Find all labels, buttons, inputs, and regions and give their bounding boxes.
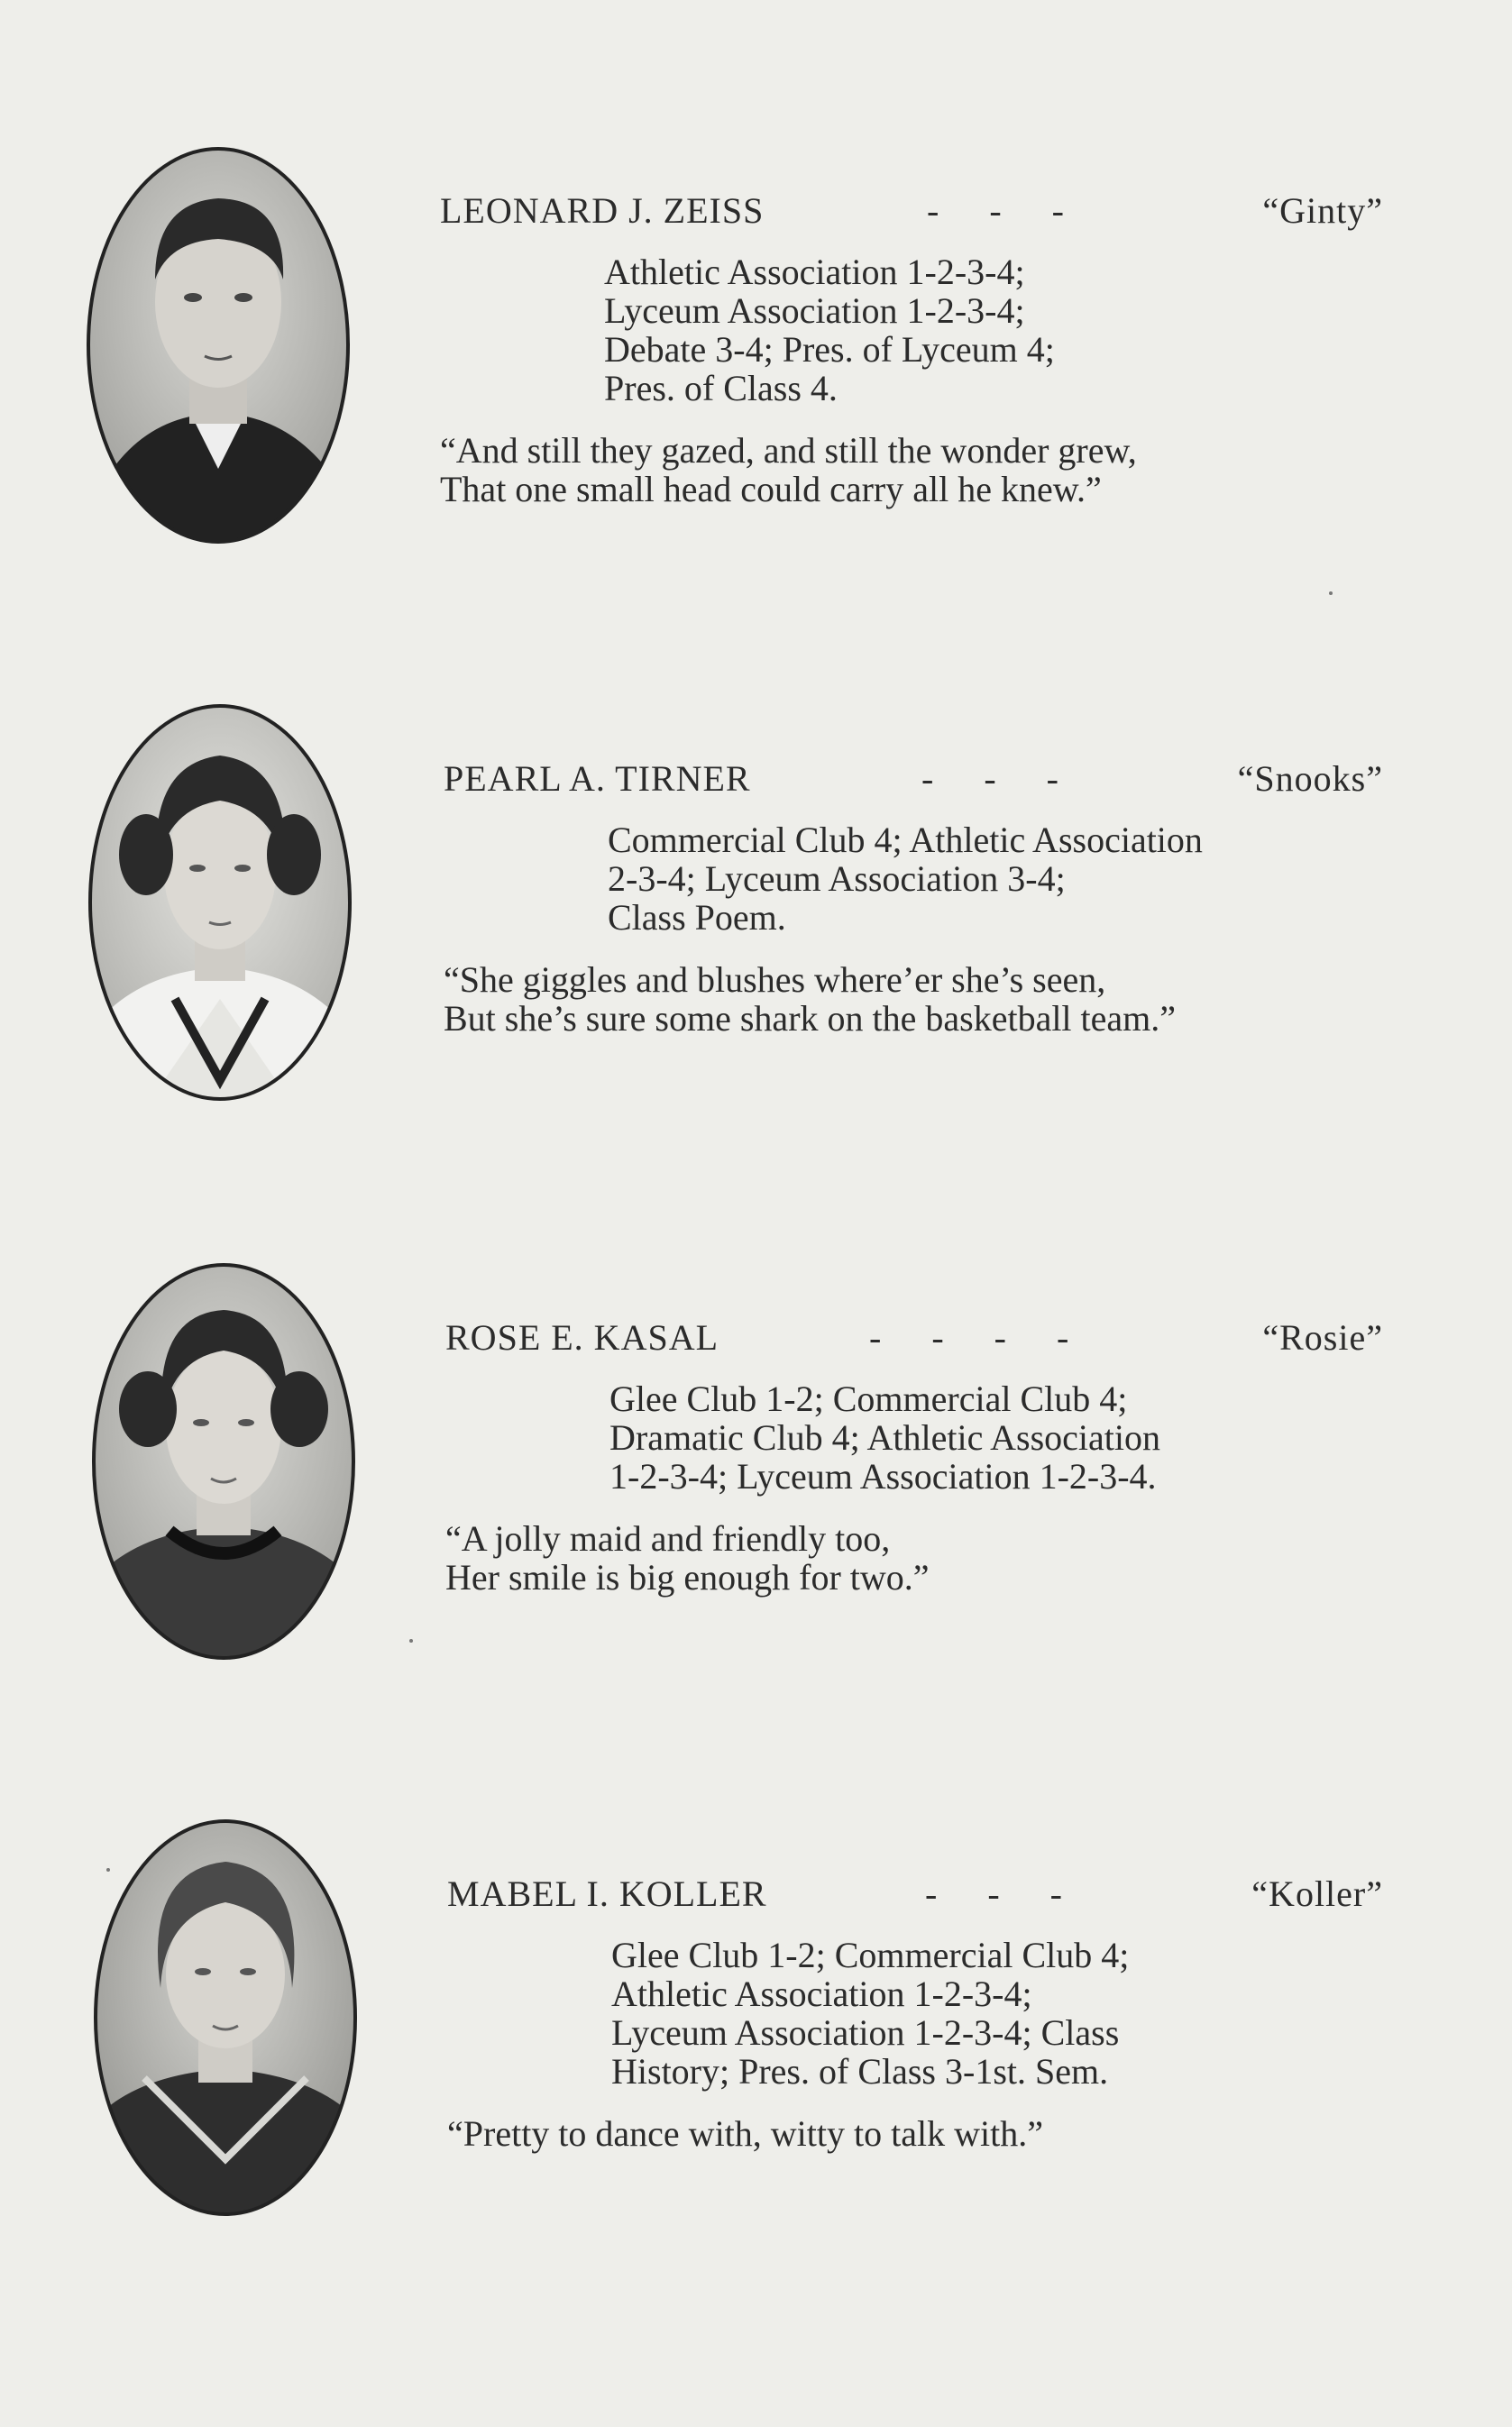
student-nickname: “Koller” xyxy=(1251,1873,1383,1914)
activity-line: Dramatic Club 4; Athletic Association xyxy=(609,1417,1161,1458)
student-quote xyxy=(440,431,1414,508)
student-quote xyxy=(445,1519,1419,1597)
separator-dashes: - - - xyxy=(925,1873,1063,1914)
print-speck xyxy=(106,1868,110,1872)
activities-list xyxy=(611,1936,1421,2091)
activity-line: Lyceum Association 1-2-3-4; Class xyxy=(611,2012,1120,2053)
quote-line: Her smile is big enough for two.” xyxy=(445,1557,930,1598)
print-speck xyxy=(1329,591,1333,595)
student-nickname: “Rosie” xyxy=(1262,1317,1383,1358)
activity-line: Glee Club 1-2; Commercial Club 4; xyxy=(609,1378,1128,1419)
student-nickname: “Ginty” xyxy=(1262,190,1383,231)
activity-line: Class Poem. xyxy=(608,897,786,938)
entry-text xyxy=(445,1316,1419,1597)
separator-dashes: - - - xyxy=(927,190,1065,231)
activity-line: Commercial Club 4; Athletic Association xyxy=(608,820,1203,860)
entry-text xyxy=(440,189,1414,508)
quote-line: That one small head could carry all he knew.” xyxy=(440,469,1102,509)
activity-line: Glee Club 1-2; Commercial Club 4; xyxy=(611,1935,1130,1975)
quote-line: But she’s sure some shark on the basketball team.” xyxy=(444,998,1177,1039)
activity-line: Pres. of Class 4. xyxy=(604,368,838,408)
activity-line: Athletic Association 1-2-3-4; xyxy=(611,1974,1032,2014)
quote-line: “A jolly maid and friendly too, xyxy=(445,1518,891,1559)
activity-line: 2-3-4; Lyceum Association 3-4; xyxy=(608,858,1066,899)
portrait-photo xyxy=(85,701,355,1104)
activity-line: Lyceum Association 1-2-3-4; xyxy=(604,290,1025,331)
portrait-oval-female xyxy=(88,1260,359,1662)
activity-line: 1-2-3-4; Lyceum Association 1-2-3-4. xyxy=(609,1456,1157,1497)
activity-line: History; Pres. of Class 3-1st. Sem. xyxy=(611,2051,1109,2092)
name-line xyxy=(444,757,1417,804)
activity-line: Debate 3-4; Pres. of Lyceum 4; xyxy=(604,329,1055,370)
name-line xyxy=(440,189,1414,236)
student-nickname: “Snooks” xyxy=(1237,758,1383,799)
student-name: PEARL A. TIRNER xyxy=(444,758,751,799)
student-quote xyxy=(444,960,1417,1038)
quote-line: “And still they gazed, and still the wonder grew, xyxy=(440,430,1137,471)
entry-text xyxy=(447,1873,1421,2153)
activities-list xyxy=(608,820,1417,937)
portrait-oval-female xyxy=(90,1817,361,2219)
activity-line: Athletic Association 1-2-3-4; xyxy=(604,252,1025,292)
activities-list xyxy=(604,252,1414,408)
portrait-oval-female xyxy=(85,701,355,1104)
separator-dashes: - - - - xyxy=(869,1317,1070,1358)
quote-line: “Pretty to dance with, witty to talk with.” xyxy=(447,2113,1043,2154)
name-line xyxy=(447,1873,1421,1919)
student-name: ROSE E. KASAL xyxy=(445,1317,719,1358)
student-name: MABEL I. KOLLER xyxy=(447,1873,767,1914)
portrait-photo xyxy=(88,1260,359,1662)
quote-line: “She giggles and blushes where’er she’s seen, xyxy=(444,959,1106,1000)
portrait-photo xyxy=(90,1817,361,2219)
student-quote xyxy=(447,2114,1421,2153)
portrait-photo xyxy=(83,144,353,546)
name-line xyxy=(445,1316,1419,1363)
entry-text xyxy=(444,757,1417,1038)
activities-list xyxy=(609,1379,1419,1496)
student-name: LEONARD J. ZEISS xyxy=(440,190,765,231)
portrait-oval-male xyxy=(83,144,353,546)
print-speck xyxy=(409,1639,413,1643)
separator-dashes: - - - xyxy=(921,758,1059,799)
